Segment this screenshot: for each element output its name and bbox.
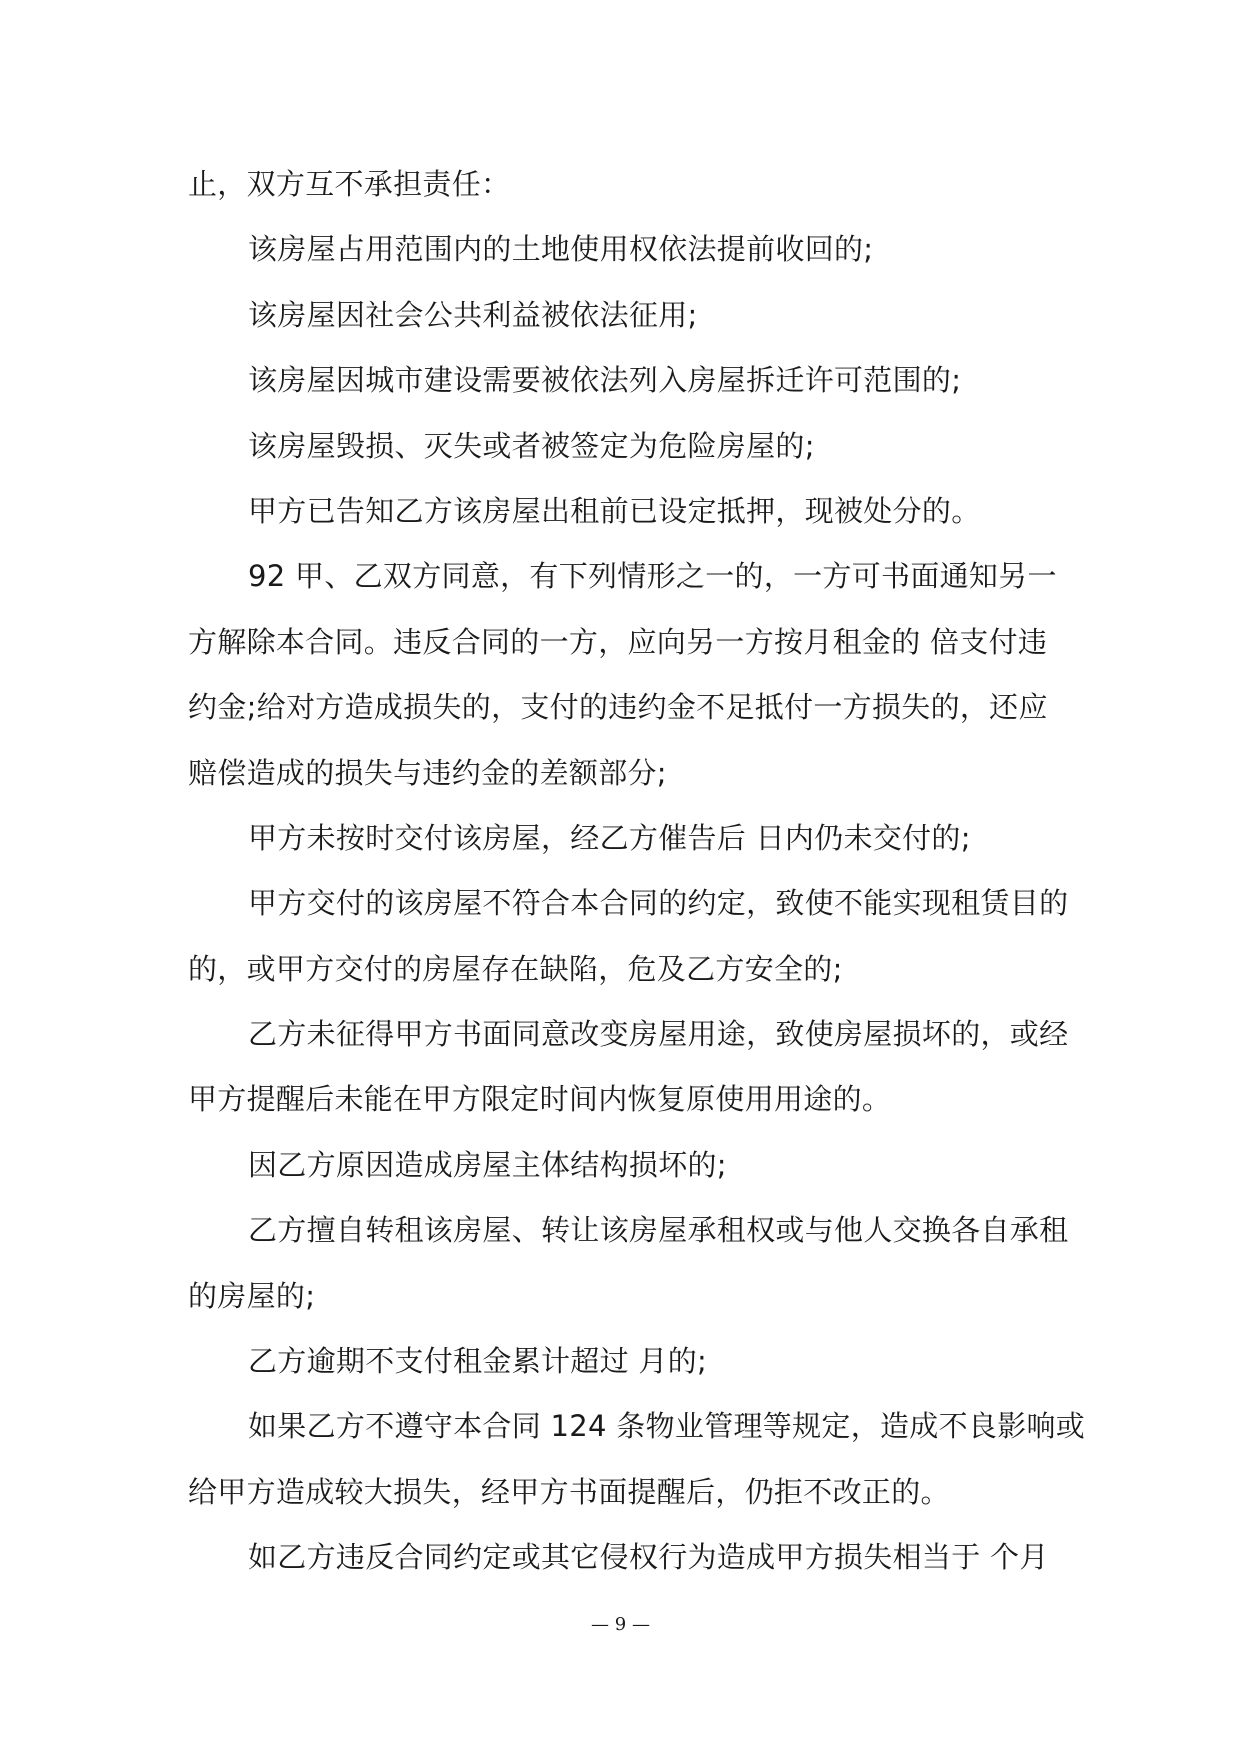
text-line: 甲方未按时交付该房屋，经乙方催告后 日内仍未交付的; — [248, 820, 971, 855]
text-line: 乙方逾期不支付租金累计超过 月的; — [248, 1344, 708, 1379]
document-body — [188, 152, 1086, 1591]
page-number: — 9 — — [591, 1614, 650, 1635]
text-line: 该房屋占用范围内的土地使用权依法提前收回的; — [248, 232, 874, 267]
text-line: 止，双方互不承担责任： — [188, 167, 511, 201]
text-line: 92 甲、乙双方同意，有下列情形之一的，一方可书面通知另一 — [248, 559, 1057, 594]
text-line: 赔偿造成的损失与违约金的差额部分; — [188, 755, 667, 790]
text-line: 乙方未征得甲方书面同意改变房屋用途，致使房屋损坏的，或经 — [248, 1017, 1069, 1052]
text-line: 如果乙方不遵守本合同 124 条物业管理等规定，造成不良影响或 — [248, 1409, 1086, 1444]
text-line: 甲方提醒后未能在甲方限定时间内恢复原使用用途的。 — [188, 1082, 892, 1117]
text-line: 方解除本合同。违反合同的一方，应向另一方按月租金的 倍支付违 — [188, 624, 1048, 659]
text-line: 甲方交付的该房屋不符合本合同的约定，致使不能实现租赁目的 — [248, 886, 1069, 921]
text-line: 乙方擅自转租该房屋、转让该房屋承租权或与他人交换各自承租 — [248, 1213, 1069, 1248]
text-line: 甲方已告知乙方该房屋出租前已设定抵押，现被处分的。 — [248, 493, 981, 528]
text-line: 的，或甲方交付的房屋存在缺陷，危及乙方安全的; — [188, 951, 843, 986]
text-line: 的房屋的; — [188, 1278, 316, 1313]
text-line: 如乙方违反合同约定或其它侵权行为造成甲方损失相当于 个月 — [248, 1540, 1049, 1575]
text-line: 该房屋因城市建设需要被依法列入房屋拆迁许可范围的; — [248, 363, 962, 398]
text-line: 该房屋毁损、灭失或者被签定为危险房屋的; — [248, 428, 815, 463]
text-line: 约金;给对方造成损失的，支付的违约金不足抵付一方损失的，还应 — [188, 690, 1048, 725]
text-line: 因乙方原因造成房屋主体结构损坏的; — [248, 1147, 727, 1182]
text-line: 给甲方造成较大损失，经甲方书面提醒后，仍拒不改正的。 — [188, 1474, 950, 1509]
text-line: 该房屋因社会公共利益被依法征用; — [248, 297, 698, 332]
